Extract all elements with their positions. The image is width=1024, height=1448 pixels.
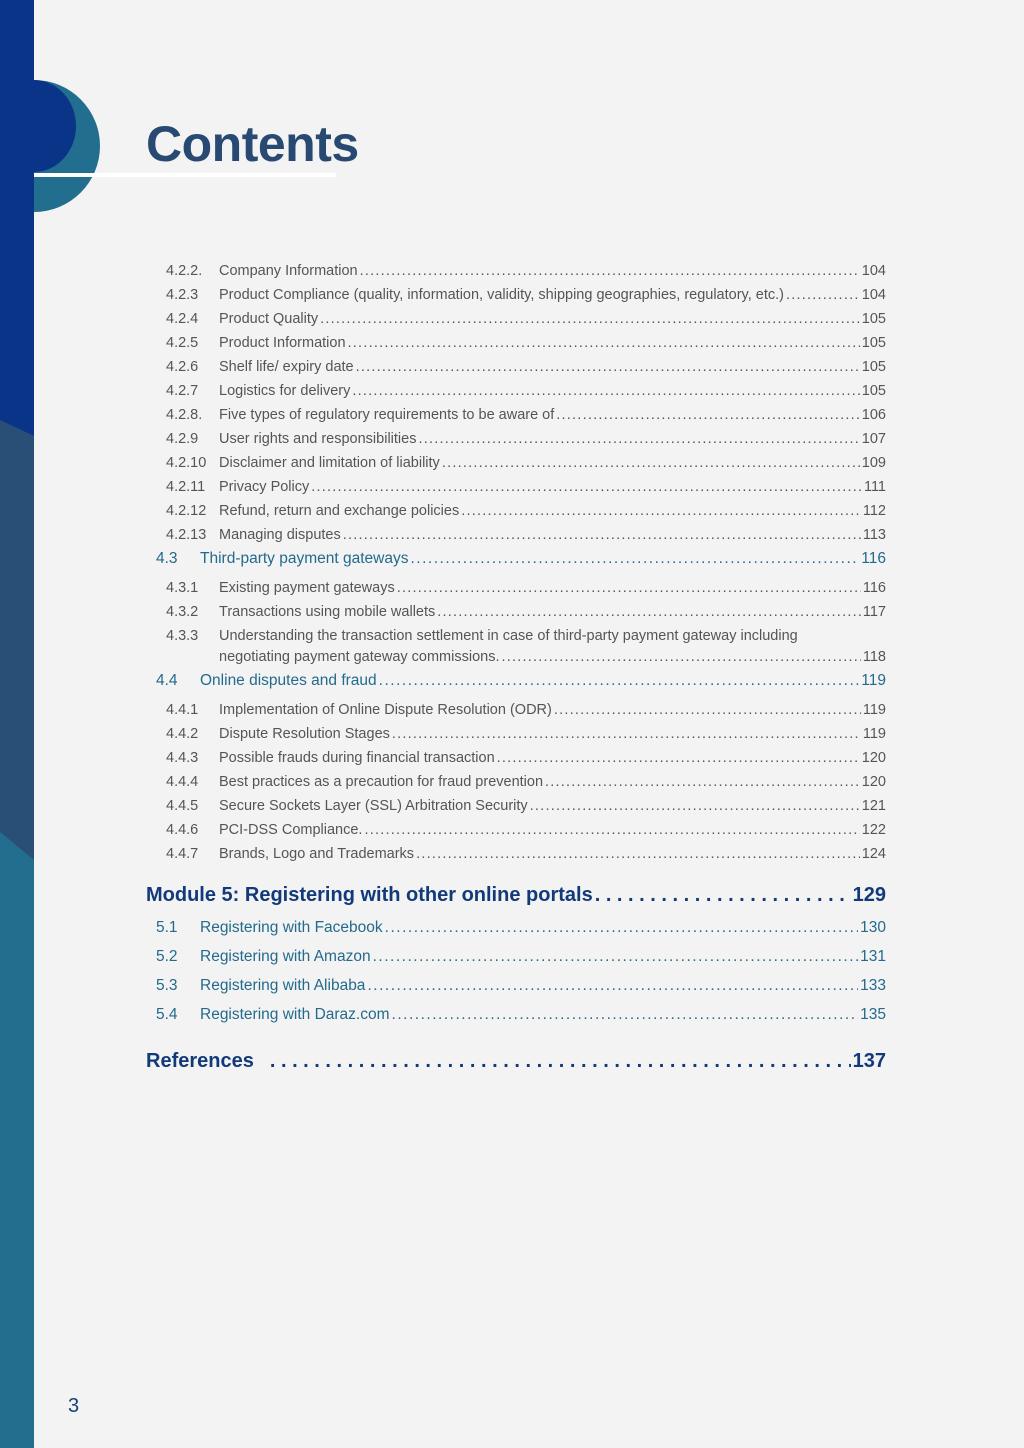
toc-entry-page: 118 bbox=[862, 649, 886, 665]
toc-entry-page: 113 bbox=[862, 527, 886, 543]
dot-leader bbox=[418, 431, 859, 447]
toc-section-5-4[interactable] bbox=[156, 1006, 886, 1024]
toc-entry-label: Third-party payment gateways bbox=[200, 550, 409, 567]
toc-entry-page: 130 bbox=[860, 919, 886, 936]
dot-leader bbox=[367, 977, 858, 995]
toc-entry-4-3-1[interactable] bbox=[166, 580, 886, 596]
toc-entry-4-2-3[interactable] bbox=[166, 287, 886, 303]
toc-entry-number: 4.2.9 bbox=[166, 431, 199, 447]
toc-entry-number: 4.2.2. bbox=[166, 263, 203, 279]
toc-entry-number: 4.2.8. bbox=[166, 407, 203, 423]
dot-leader bbox=[497, 750, 860, 766]
toc-entry-label-continued: negotiating payment gateway commissions. bbox=[219, 649, 500, 665]
dot-leader bbox=[461, 503, 861, 519]
toc-entry-label: Understanding the transaction settlement in case of third-party payment gateway including bbox=[219, 628, 798, 644]
toc-entry-label: Dispute Resolution Stages bbox=[219, 726, 390, 742]
toc-entry-4-2-13[interactable] bbox=[166, 527, 886, 543]
toc-entry-4-2-7[interactable] bbox=[166, 383, 886, 399]
toc-entry-label: Shelf life/ expiry date bbox=[219, 359, 354, 375]
toc-entry-page: 109 bbox=[861, 455, 886, 471]
toc-entry-4-2-11[interactable] bbox=[166, 479, 886, 495]
dot-leader bbox=[501, 649, 860, 665]
toc-entry-label: Brands, Logo and Trademarks bbox=[219, 846, 415, 862]
toc-module-label: Module 5: Registering with other online portals bbox=[146, 884, 593, 906]
dot-leader bbox=[410, 550, 859, 568]
dot-leader bbox=[437, 604, 861, 620]
toc-entry-4-4-4[interactable] bbox=[166, 774, 886, 790]
toc-entry-page: 116 bbox=[862, 580, 886, 596]
dot-leader bbox=[320, 311, 860, 327]
toc-entry-4-2-10[interactable] bbox=[166, 455, 886, 471]
toc-entry-label: Best practices as a precaution for fraud prevention bbox=[219, 774, 544, 790]
dot-leader bbox=[348, 335, 860, 351]
toc-entry-4-2-6[interactable] bbox=[166, 359, 886, 375]
dot-leader bbox=[379, 672, 860, 690]
toc-entry-4-2-8[interactable] bbox=[166, 407, 886, 423]
page-number: 3 bbox=[68, 1395, 80, 1417]
sidebar-band-mid bbox=[0, 420, 34, 860]
toc-entry-label: Online disputes and fraud bbox=[200, 672, 377, 689]
toc-entry-page: 120 bbox=[861, 774, 886, 790]
toc-entry-4-4-2[interactable] bbox=[166, 726, 886, 742]
toc-entry-4-4-3[interactable] bbox=[166, 750, 886, 766]
toc-entry-label: Product Quality bbox=[219, 311, 319, 327]
toc-entry-4-4-6[interactable] bbox=[166, 822, 886, 838]
toc-entry-label: User rights and responsibilities bbox=[219, 431, 417, 447]
toc-entry-page: 131 bbox=[860, 948, 886, 965]
toc-entry-number: 4.2.4 bbox=[166, 311, 199, 327]
toc-entry-page: 107 bbox=[861, 431, 886, 447]
toc-module-5[interactable] bbox=[146, 884, 886, 907]
toc-entry-number: 4.3.1 bbox=[166, 580, 199, 596]
toc-entry-number: 4.3 bbox=[156, 550, 178, 567]
toc-entry-label: Logistics for delivery bbox=[219, 383, 351, 399]
toc-entry-label: Implementation of Online Dispute Resolution (ODR) bbox=[219, 702, 552, 718]
toc-entry-4-3-3[interactable] bbox=[166, 628, 886, 665]
toc-entry-4-2-12[interactable] bbox=[166, 503, 886, 519]
toc-entry-number: 4.4.6 bbox=[166, 822, 199, 838]
dot-leader bbox=[392, 1006, 859, 1024]
toc-entry-label: PCI-DSS Compliance. bbox=[219, 822, 363, 838]
toc-entry-label: Refund, return and exchange policies bbox=[219, 503, 460, 519]
toc-entry-number: 4.4.2 bbox=[166, 726, 199, 742]
dot-leader bbox=[392, 726, 861, 742]
toc-entry-page: 135 bbox=[860, 1006, 886, 1023]
toc-module-page: 129 bbox=[852, 884, 886, 906]
dot-leader bbox=[416, 846, 860, 862]
toc-entry-label: Privacy Policy bbox=[219, 479, 310, 495]
toc-entry-number: 5.4 bbox=[156, 1006, 178, 1023]
dot-leader bbox=[397, 580, 861, 596]
toc-entry-4-2-5[interactable] bbox=[166, 335, 886, 351]
dot-leader bbox=[595, 884, 851, 907]
toc-references[interactable] bbox=[146, 1050, 886, 1073]
toc-entry-4-4-7[interactable] bbox=[166, 846, 886, 862]
toc-section-5-1[interactable] bbox=[156, 919, 886, 937]
toc-entry-number: 4.4.7 bbox=[166, 846, 199, 862]
toc-entry-page: 119 bbox=[862, 702, 886, 718]
toc-entry-label: Registering with Amazon bbox=[200, 948, 371, 965]
toc-entry-4-4-5[interactable] bbox=[166, 798, 886, 814]
dot-leader bbox=[442, 455, 860, 471]
dot-leader bbox=[311, 479, 862, 495]
toc-entry-number: 4.4.1 bbox=[166, 702, 199, 718]
dot-leader bbox=[385, 919, 858, 937]
toc-entry-number: 5.1 bbox=[156, 919, 178, 936]
toc-entry-number: 4.4.3 bbox=[166, 750, 199, 766]
toc-entry-page: 104 bbox=[861, 287, 886, 303]
toc-entry-4-2-4[interactable] bbox=[166, 311, 886, 327]
dot-leader bbox=[556, 407, 860, 423]
dot-leader bbox=[373, 948, 859, 966]
toc-entry-label: Existing payment gateways bbox=[219, 580, 395, 596]
toc-entry-label: Company Information bbox=[219, 263, 358, 279]
toc-section-4-3[interactable] bbox=[156, 550, 886, 568]
sidebar-band-dark bbox=[0, 0, 34, 436]
toc-entry-page: 106 bbox=[861, 407, 886, 423]
toc-entry-number: 4.2.3 bbox=[166, 287, 199, 303]
toc-section-5-3[interactable] bbox=[156, 977, 886, 995]
toc-entry-number: 4.2.13 bbox=[166, 527, 207, 543]
toc-entry-4-3-2[interactable] bbox=[166, 604, 886, 620]
toc-entry-number: 4.2.12 bbox=[166, 503, 207, 519]
decorative-sidebar bbox=[0, 0, 110, 1448]
toc-entry-4-2-2[interactable] bbox=[166, 263, 886, 279]
page-title: Contents bbox=[146, 116, 359, 172]
toc-section-5-2[interactable] bbox=[156, 948, 886, 966]
dot-leader bbox=[343, 527, 861, 543]
title-underline bbox=[34, 173, 336, 177]
toc-entry-page: 122 bbox=[861, 822, 886, 838]
toc-entry-label: Product Information bbox=[219, 335, 346, 351]
toc-entry-page: 105 bbox=[861, 383, 886, 399]
toc-entry-page: 133 bbox=[860, 977, 886, 994]
dot-leader bbox=[545, 774, 860, 790]
toc-entry-page: 119 bbox=[862, 726, 886, 742]
toc-entry-page: 104 bbox=[861, 263, 886, 279]
toc-entry-page: 121 bbox=[861, 798, 886, 814]
dot-leader bbox=[786, 287, 860, 303]
toc-entry-label: Five types of regulatory requirements to be aware of bbox=[219, 407, 555, 423]
toc-entry-label: Managing disputes bbox=[219, 527, 341, 543]
toc-entry-label: Possible frauds during financial transaction bbox=[219, 750, 495, 766]
toc-references-page: 137 bbox=[852, 1050, 886, 1072]
toc-entry-label: Product Compliance (quality, information, validity, shipping geographies, regulatory, etc.) bbox=[219, 287, 784, 303]
toc-entry-number: 4.2.5 bbox=[166, 335, 199, 351]
toc-entry-label: Secure Sockets Layer (SSL) Arbitration Security bbox=[219, 798, 528, 814]
toc-entry-number: 4.4.4 bbox=[166, 774, 199, 790]
toc-entry-number: 4.3.3 bbox=[166, 628, 199, 644]
toc-entry-page: 105 bbox=[861, 335, 886, 351]
toc-entry-page: 116 bbox=[861, 550, 886, 567]
toc-entry-number: 4.2.10 bbox=[166, 455, 207, 471]
toc-entry-page: 119 bbox=[861, 672, 886, 689]
toc-references-label: References bbox=[146, 1050, 254, 1072]
toc-entry-page: 117 bbox=[862, 604, 886, 620]
toc-entry-4-2-9[interactable] bbox=[166, 431, 886, 447]
toc-section-4-4[interactable] bbox=[156, 672, 886, 690]
dot-leader bbox=[360, 263, 860, 279]
toc-entry-number: 5.3 bbox=[156, 977, 178, 994]
dot-leader bbox=[554, 702, 861, 718]
dot-leader bbox=[270, 1050, 851, 1073]
toc-entry-number: 4.2.6 bbox=[166, 359, 199, 375]
toc-entry-label: Transactions using mobile wallets bbox=[219, 604, 436, 620]
toc-entry-label: Disclaimer and limitation of liability bbox=[219, 455, 440, 471]
toc-entry-4-4-1[interactable] bbox=[166, 702, 886, 718]
toc-entry-label: Registering with Daraz.com bbox=[200, 1006, 390, 1023]
toc-entry-page: 105 bbox=[861, 359, 886, 375]
dot-leader bbox=[352, 383, 859, 399]
toc-entry-number: 4.4.5 bbox=[166, 798, 199, 814]
dot-leader bbox=[530, 798, 860, 814]
toc-entry-label: Registering with Alibaba bbox=[200, 977, 366, 994]
toc-entry-number: 4.3.2 bbox=[166, 604, 199, 620]
toc-entry-page: 111 bbox=[863, 479, 886, 495]
toc-entry-page: 124 bbox=[861, 846, 886, 862]
toc-entry-number: 4.2.7 bbox=[166, 383, 199, 399]
dot-leader bbox=[356, 359, 860, 375]
toc-entry-label: Registering with Facebook bbox=[200, 919, 383, 936]
dot-leader bbox=[364, 822, 859, 838]
toc-entry-page: 112 bbox=[862, 503, 886, 519]
toc-entry-number: 4.2.11 bbox=[166, 479, 206, 495]
toc-entry-page: 120 bbox=[861, 750, 886, 766]
toc-entry-page: 105 bbox=[861, 311, 886, 327]
toc-entry-number: 4.4 bbox=[156, 672, 178, 689]
toc-entry-number: 5.2 bbox=[156, 948, 178, 965]
